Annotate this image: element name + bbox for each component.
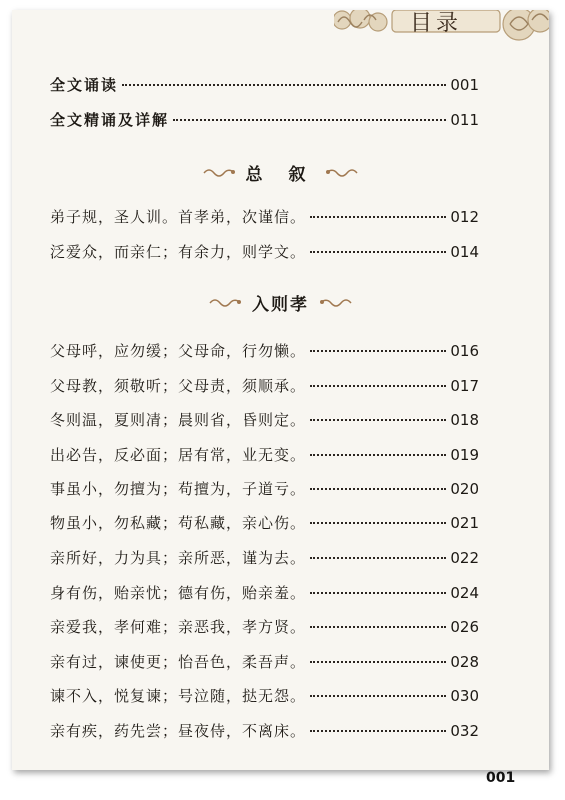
dot-leader [310,695,446,697]
dot-leader [310,661,446,663]
toc-entry[interactable] [50,478,479,499]
toc-entry[interactable] [50,375,479,396]
toc-entry[interactable] [50,241,479,262]
toc-entry[interactable] [50,651,479,672]
toc-entry[interactable] [50,340,479,361]
toc-entry-text: 出必告，反必面；居有常，业无变。 [50,446,307,464]
swirl-right-icon [319,296,353,310]
dot-leader [310,454,446,456]
toc-entry[interactable] [50,582,479,603]
swirl-left-icon [208,296,242,310]
toc-entry-text: 全文诵读 [50,76,119,94]
toc-entry-text: 泛爱众，而亲仁；有余力，则学文。 [50,243,307,261]
toc-page-number: 014 [450,243,479,261]
toc-entry-text: 父母呼，应勿缓；父母命，行勿懒。 [50,342,307,360]
dot-leader [310,419,446,421]
dot-leader [310,592,446,594]
toc-entry-text: 亲所好，力为具；亲所恶，谨为去。 [50,549,307,567]
dot-leader [310,730,446,732]
toc-entry-full-recitation[interactable] [50,74,479,95]
toc-page-number: 026 [450,618,479,636]
toc-entry[interactable] [50,616,479,637]
toc-entry-text: 父母教，须敬听；父母责，须顺承。 [50,377,307,395]
dot-leader [310,251,446,253]
toc-page-number: 021 [450,514,479,532]
swirl-right-icon [325,166,359,180]
toc-page-number: 017 [450,377,479,395]
book-page [12,10,549,770]
toc-entry[interactable] [50,206,479,227]
toc-page-number: 019 [450,446,479,464]
toc-entry[interactable] [50,409,479,430]
toc-entry[interactable] [50,685,479,706]
toc-entry-text: 全文精诵及详解 [50,111,170,129]
toc-page-number: 020 [450,480,479,498]
toc-page-number: 024 [450,584,479,602]
toc-page-number: 011 [450,111,479,129]
toc-entry-text: 物虽小，勿私藏；苟私藏，亲心伤。 [50,514,307,532]
section-heading-general [12,160,549,185]
dot-leader [122,84,446,86]
toc-page-number: 012 [450,208,479,226]
section-title: 入则孝 [252,295,309,315]
toc-entry[interactable] [50,512,479,533]
dot-leader [310,626,446,628]
toc-entry-text: 事虽小，勿擅为；苟擅为，子道亏。 [50,480,307,498]
header-tab-label: 目录 [410,11,463,36]
toc-entry-text: 弟子规，圣人训。首孝弟，次谨信。 [50,208,307,226]
dot-leader [310,488,446,490]
toc-entry-text: 谏不入，悦复谏；号泣随，挞无怨。 [50,687,307,705]
toc-entry[interactable] [50,720,479,741]
page-number: 001 [486,770,516,786]
dot-leader [310,350,446,352]
toc-page-number: 028 [450,653,479,671]
toc-page-number: 022 [450,549,479,567]
toc-page-number: 030 [450,687,479,705]
section-heading-filial-piety [12,290,549,315]
toc-page-number: 016 [450,342,479,360]
dot-leader [173,119,446,121]
toc-entry-text: 冬则温，夏则凊；晨则省，昏则定。 [50,411,307,429]
toc-page-number: 032 [450,722,479,740]
toc-entry[interactable] [50,547,479,568]
swirl-left-icon [202,166,236,180]
dot-leader [310,522,446,524]
toc-entry-text: 亲有过，谏使更；怡吾色，柔吾声。 [50,653,307,671]
dot-leader [310,557,446,559]
toc-entry-text: 亲爱我，孝何难；亲恶我，孝方贤。 [50,618,307,636]
toc-entry-text: 身有伤，贻亲忧；德有伤，贻亲羞。 [50,584,307,602]
toc-entry[interactable] [50,444,479,465]
toc-page-number: 001 [450,76,479,94]
dot-leader [310,385,446,387]
toc-entry-detailed-explanation[interactable] [50,109,479,130]
dot-leader [310,216,446,218]
toc-page-number: 018 [450,411,479,429]
toc-entry-text: 亲有疾，药先尝；昼夜侍，不离床。 [50,722,307,740]
section-title: 总 叙 [245,165,316,185]
